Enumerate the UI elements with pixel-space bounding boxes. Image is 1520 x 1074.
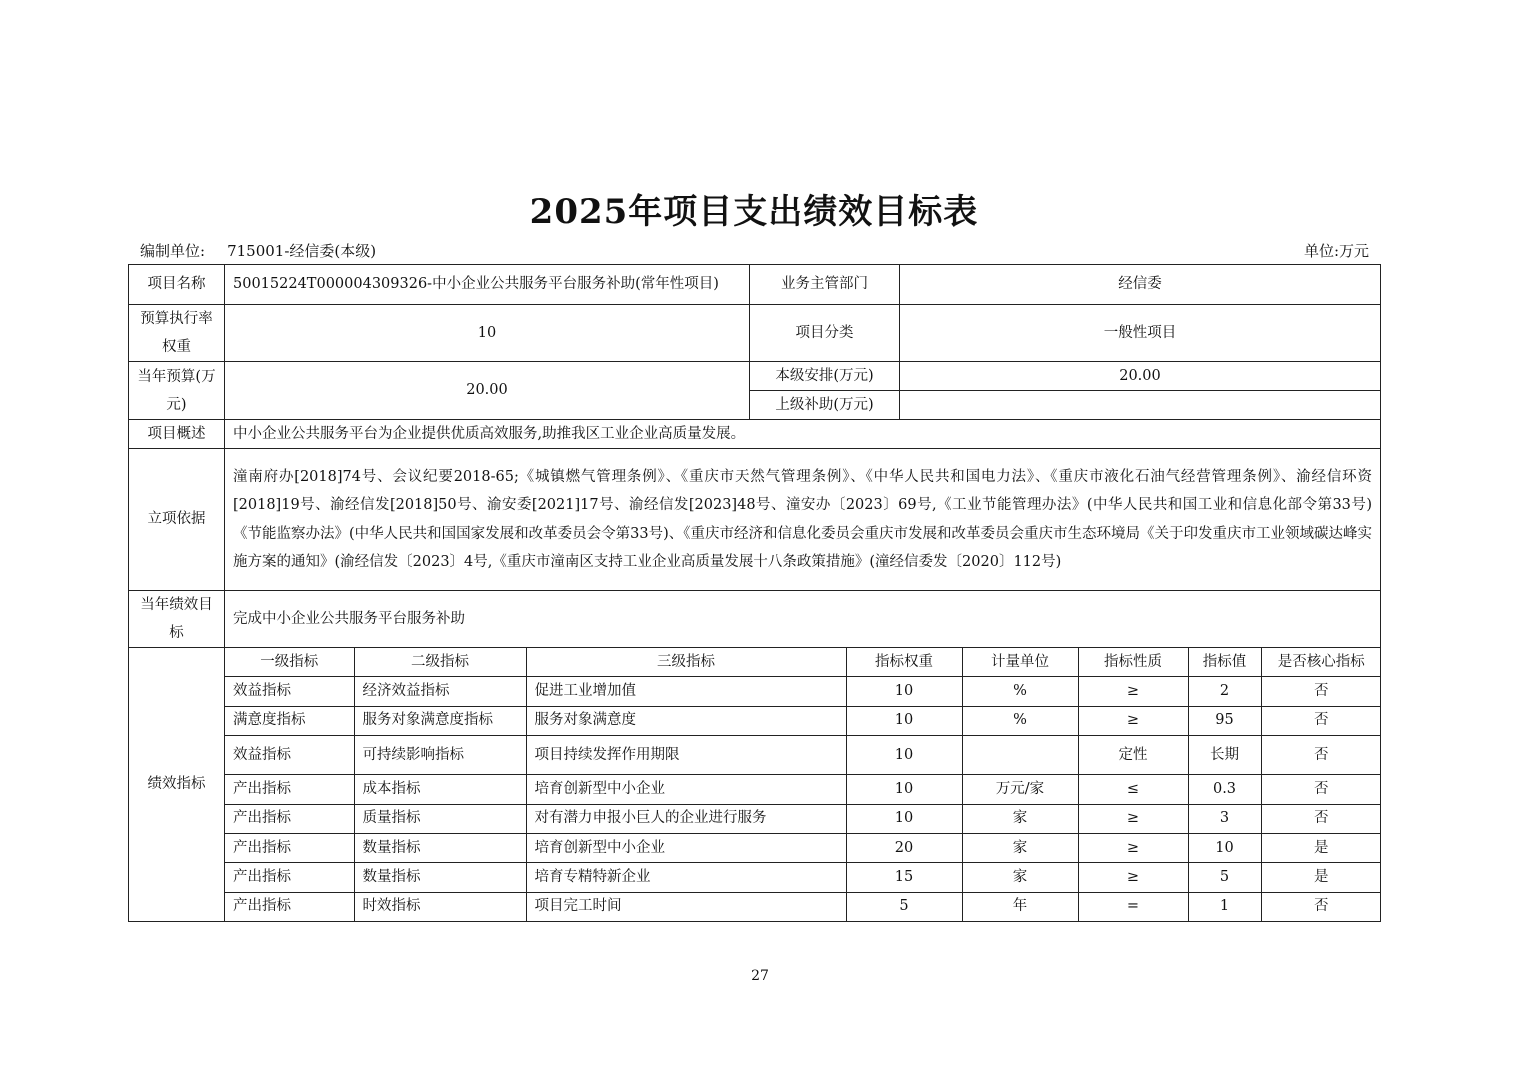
cell-nature: ≤ — [1078, 775, 1188, 804]
indicator-body — [225, 648, 1381, 921]
cell-value: 5 — [1188, 863, 1261, 892]
cell-nature: ≥ — [1078, 677, 1188, 706]
cell-value: 1 — [1188, 892, 1261, 921]
goal-value: 完成中小企业公共服务平台服务补助 — [225, 591, 1381, 648]
year-budget-value: 20.00 — [225, 362, 750, 420]
table-row — [129, 591, 1381, 648]
indicator-row — [225, 892, 1381, 921]
indicator-header-row — [225, 648, 1381, 677]
cell-unit: 年 — [962, 892, 1078, 921]
indicator-row — [225, 833, 1381, 862]
cell-nature: ≥ — [1078, 804, 1188, 833]
indicator-row — [225, 804, 1381, 833]
table-row — [129, 420, 1381, 449]
indicator-row — [225, 706, 1381, 735]
cell-unit: % — [962, 706, 1078, 735]
cell-level3: 培育创新型中小企业 — [526, 833, 846, 862]
local-budget-label: 本级安排(万元) — [750, 362, 900, 391]
budget-rate-label: 预算执行率权重 — [129, 305, 225, 362]
cell-level2: 成本指标 — [354, 775, 526, 804]
project-name-label: 项目名称 — [129, 265, 225, 305]
overview-value: 中小企业公共服务平台为企业提供优质高效服务,助推我区工业企业高质量发展。 — [225, 420, 1381, 449]
cell-level1: 产出指标 — [225, 863, 354, 892]
table-row — [129, 449, 1381, 591]
indicator-row — [225, 775, 1381, 804]
category-value: 一般性项目 — [900, 305, 1381, 362]
cell-weight: 10 — [846, 735, 962, 774]
performance-target-table — [128, 264, 1381, 922]
indicator-table-cell — [225, 648, 1381, 922]
cell-level2: 服务对象满意度指标 — [354, 706, 526, 735]
indicator-row — [225, 677, 1381, 706]
header-level2: 二级指标 — [354, 648, 526, 677]
cell-level3: 促进工业增加值 — [526, 677, 846, 706]
cell-nature: ≥ — [1078, 833, 1188, 862]
cell-unit: % — [962, 677, 1078, 706]
cell-unit: 家 — [962, 863, 1078, 892]
cell-value: 3 — [1188, 804, 1261, 833]
table-row — [129, 305, 1381, 362]
cell-level2: 数量指标 — [354, 863, 526, 892]
upper-subsidy-label: 上级补助(万元) — [750, 391, 900, 420]
dept-value: 经信委 — [900, 265, 1381, 305]
cell-core: 否 — [1261, 892, 1381, 921]
cell-value: 2 — [1188, 677, 1261, 706]
header-nature: 指标性质 — [1078, 648, 1188, 677]
cell-unit: 家 — [962, 804, 1078, 833]
header-core: 是否核心指标 — [1261, 648, 1381, 677]
cell-nature: ≥ — [1078, 863, 1188, 892]
header-weight: 指标权重 — [846, 648, 962, 677]
category-label: 项目分类 — [750, 305, 900, 362]
indicator-row — [225, 735, 1381, 774]
cell-value: 10 — [1188, 833, 1261, 862]
cell-level1: 产出指标 — [225, 775, 354, 804]
cell-weight: 10 — [846, 677, 962, 706]
cell-value: 长期 — [1188, 735, 1261, 774]
basis-value: 潼南府办[2018]74号、会议纪要2018-65;《城镇燃气管理条例》、《重庆市天然气管理条例》、《中华人民共和国电力法》、《重庆市液化石油气经营管理条例》、渝经信环资[2018]19号、渝经信发[2018]50号、渝安委[2021]17号、渝经信发[2023]48号、潼安办〔2023〕69号,《工业节能管理办法》(中华人民共和国工业和信息化部令第33号)《节能监察办法》(中华人民共和国国家发展和改革委员会令第33号)、《重庆市经济和信息化委员会重庆市发展和改革委员会重庆市生态环境局《关于印发重庆市工业领域碳达峰实施方案的通知》(渝经信发〔2023〕4号,《重庆市潼南区支持工业企业高质量发展十八条政策措施》(潼经信委发〔2020〕112号) — [225, 449, 1381, 591]
cell-weight: 20 — [846, 833, 962, 862]
compiling-unit — [140, 240, 376, 261]
cell-unit: 家 — [962, 833, 1078, 862]
basis-label: 立项依据 — [129, 449, 225, 591]
header-level3: 三级指标 — [526, 648, 846, 677]
cell-level1: 满意度指标 — [225, 706, 354, 735]
table-row — [129, 362, 1381, 391]
cell-level3: 培育创新型中小企业 — [526, 775, 846, 804]
cell-level1: 效益指标 — [225, 677, 354, 706]
page-number: 27 — [751, 968, 769, 984]
header-level1: 一级指标 — [225, 648, 354, 677]
cell-core: 是 — [1261, 833, 1381, 862]
cell-level1: 产出指标 — [225, 833, 354, 862]
cell-level1: 产出指标 — [225, 804, 354, 833]
indicator-row — [225, 863, 1381, 892]
cell-unit: 万元/家 — [962, 775, 1078, 804]
header-unit: 计量单位 — [962, 648, 1078, 677]
table-row — [129, 265, 1381, 305]
cell-level3: 项目完工时间 — [526, 892, 846, 921]
dept-label: 业务主管部门 — [750, 265, 900, 305]
cell-core: 是 — [1261, 863, 1381, 892]
goal-label: 当年绩效目标 — [129, 591, 225, 648]
upper-subsidy-value — [900, 391, 1381, 420]
cell-core: 否 — [1261, 735, 1381, 774]
cell-core: 否 — [1261, 775, 1381, 804]
overview-label: 项目概述 — [129, 420, 225, 449]
cell-level2: 可持续影响指标 — [354, 735, 526, 774]
cell-weight: 10 — [846, 775, 962, 804]
header-value: 指标值 — [1188, 648, 1261, 677]
indicator-table — [225, 648, 1381, 921]
table-row — [129, 648, 1381, 922]
cell-core: 否 — [1261, 677, 1381, 706]
budget-rate-value: 10 — [225, 305, 750, 362]
page-title: 2025年项目支出绩效目标表 — [529, 192, 979, 232]
cell-value: 95 — [1188, 706, 1261, 735]
cell-weight: 10 — [846, 804, 962, 833]
cell-level2: 经济效益指标 — [354, 677, 526, 706]
year-budget-label: 当年预算(万元) — [129, 362, 225, 420]
project-name-value: 50015224T000004309326-中小企业公共服务平台服务补助(常年性项目) — [225, 265, 750, 305]
cell-weight: 15 — [846, 863, 962, 892]
cell-level3: 项目持续发挥作用期限 — [526, 735, 846, 774]
local-budget-value: 20.00 — [900, 362, 1381, 391]
cell-weight: 10 — [846, 706, 962, 735]
compiling-unit-label: 编制单位: — [140, 242, 206, 260]
cell-core: 否 — [1261, 804, 1381, 833]
currency-unit: 单位:万元 — [1303, 242, 1369, 260]
cell-level1: 效益指标 — [225, 735, 354, 774]
cell-nature: ≥ — [1078, 706, 1188, 735]
cell-nature: = — [1078, 892, 1188, 921]
cell-value: 0.3 — [1188, 775, 1261, 804]
cell-level2: 质量指标 — [354, 804, 526, 833]
perf-indicators-label: 绩效指标 — [129, 648, 225, 922]
cell-level2: 时效指标 — [354, 892, 526, 921]
cell-level3: 培育专精特新企业 — [526, 863, 846, 892]
cell-level2: 数量指标 — [354, 833, 526, 862]
cell-unit — [962, 735, 1078, 774]
cell-core: 否 — [1261, 706, 1381, 735]
cell-level1: 产出指标 — [225, 892, 354, 921]
cell-level3: 服务对象满意度 — [526, 706, 846, 735]
cell-weight: 5 — [846, 892, 962, 921]
cell-nature: 定性 — [1078, 735, 1188, 774]
cell-level3: 对有潜力申报小巨人的企业进行服务 — [526, 804, 846, 833]
compiling-unit-value: 715001-经信委(本级) — [227, 242, 377, 260]
